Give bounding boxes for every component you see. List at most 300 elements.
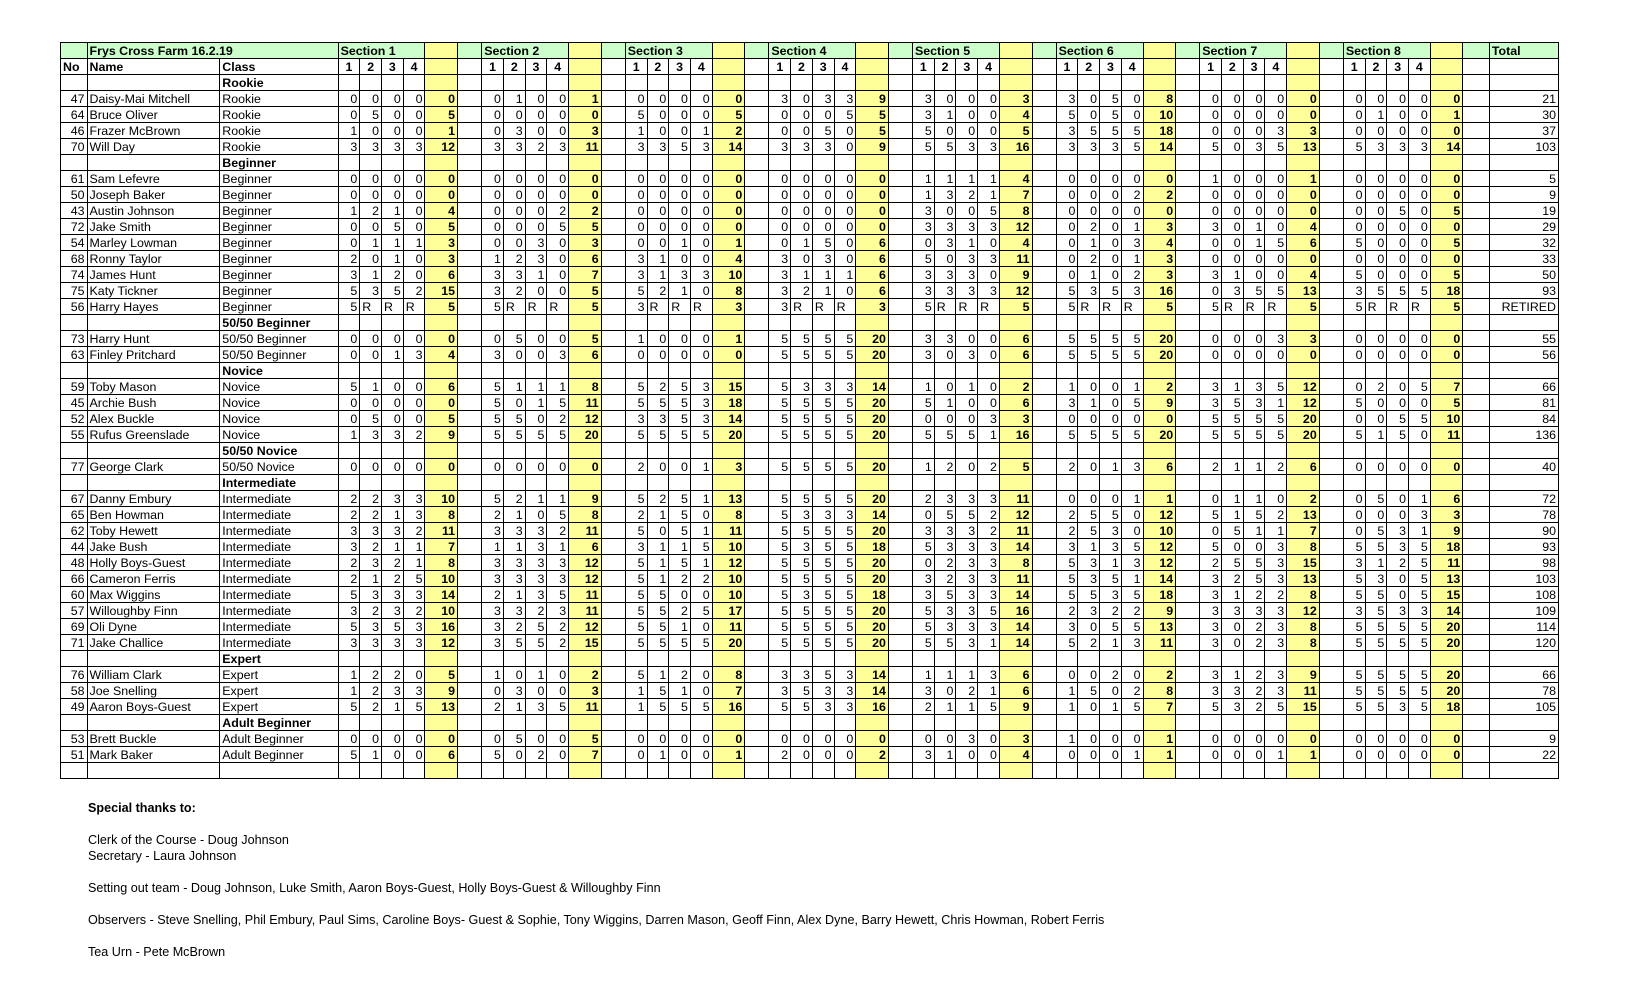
lap-score: 2	[360, 203, 382, 219]
section-total: 8	[1287, 539, 1320, 555]
section-gap	[458, 123, 482, 139]
section-gap	[1176, 283, 1200, 299]
lap-score: 1	[1221, 491, 1243, 507]
lap-score: 0	[1221, 747, 1243, 763]
section-total: 0	[856, 187, 889, 203]
section-total	[569, 75, 602, 91]
section-total: 20	[856, 427, 889, 443]
lap-score: 1	[382, 347, 404, 363]
lap-score: 5	[1409, 539, 1431, 555]
section-total: 9	[569, 491, 602, 507]
lap-score: 0	[1265, 187, 1287, 203]
lap-score: 0	[1100, 411, 1122, 427]
lap-score	[625, 763, 647, 779]
lap-score: 1	[360, 379, 382, 395]
lap-score: 5	[812, 331, 834, 347]
section-total: 20	[856, 523, 889, 539]
section-total: 0	[1287, 107, 1320, 123]
section-total: 11	[569, 699, 602, 715]
lap-score: 5	[1365, 699, 1387, 715]
lap-score: 3	[812, 91, 834, 107]
section-total	[569, 715, 602, 731]
lap-score: 5	[812, 603, 834, 619]
lap-score	[482, 715, 504, 731]
rider-total: 55	[1489, 331, 1558, 347]
lap-score: 3	[360, 523, 382, 539]
lap-score	[769, 363, 791, 379]
lap-score: 0	[1121, 91, 1143, 107]
lap-score: 5	[338, 699, 360, 715]
section-total: 6	[856, 283, 889, 299]
section-gap	[888, 475, 912, 491]
lap-score	[1365, 651, 1387, 667]
lap-score: 1	[669, 539, 691, 555]
lap-score: 3	[403, 587, 425, 603]
section-total	[856, 443, 889, 459]
lap-score	[1200, 363, 1222, 379]
lap-score: 2	[360, 491, 382, 507]
section-total	[425, 155, 458, 171]
lap-score: 1	[1121, 747, 1143, 763]
lap-score: 1	[812, 283, 834, 299]
lap-score: 0	[625, 347, 647, 363]
lap-score: 5	[525, 427, 547, 443]
lap-score: 0	[1343, 91, 1365, 107]
lap-score: 0	[625, 187, 647, 203]
lap-score: 0	[1343, 331, 1365, 347]
lap-score: 0	[403, 747, 425, 763]
lap-score: R	[690, 299, 712, 315]
section-gap	[1176, 507, 1200, 523]
section-total: 0	[1430, 123, 1463, 139]
lap-score: 5	[1343, 395, 1365, 411]
lap-score: 1	[625, 683, 647, 699]
lap-score: 0	[1078, 491, 1100, 507]
section-total	[569, 763, 602, 779]
rider-number: 55	[61, 427, 88, 443]
section-gap	[458, 475, 482, 491]
lap-score: 0	[1221, 619, 1243, 635]
section-total: 5	[425, 219, 458, 235]
section-gap	[1032, 139, 1056, 155]
section-total: 12	[999, 283, 1032, 299]
lap-score	[690, 763, 712, 779]
section-gap	[601, 315, 625, 331]
lap-score: 5	[547, 219, 569, 235]
section-gap	[1176, 635, 1200, 651]
lap-score	[647, 315, 669, 331]
lap-score: 2	[625, 459, 647, 475]
lap-score: 0	[1387, 731, 1409, 747]
gap-before-total	[1463, 587, 1490, 603]
section-gap	[745, 235, 769, 251]
section-total: 20	[856, 347, 889, 363]
class-group-row	[61, 315, 1559, 331]
lap-score: 5	[1265, 427, 1287, 443]
lap-score: 1	[338, 667, 360, 683]
lap-score: 5	[769, 395, 791, 411]
rider-number: 57	[61, 603, 88, 619]
section-gap	[1176, 491, 1200, 507]
lap-score: 0	[690, 683, 712, 699]
section-total: 8	[425, 555, 458, 571]
lap-score: 0	[1100, 235, 1122, 251]
section-total: 0	[1430, 331, 1463, 347]
rider-total: 5	[1489, 171, 1558, 187]
lap-score: 0	[625, 203, 647, 219]
section-gap	[1319, 155, 1343, 171]
lap-score: 1	[1078, 539, 1100, 555]
section-total: 20	[856, 571, 889, 587]
lap-score: 1	[625, 699, 647, 715]
section-gap	[1319, 139, 1343, 155]
section-total	[712, 315, 745, 331]
lap-score: 5	[791, 427, 813, 443]
section-gap	[601, 267, 625, 283]
lap-score	[403, 715, 425, 731]
lap-score: 2	[1243, 667, 1265, 683]
rider-number: 61	[61, 171, 88, 187]
section-total	[1430, 715, 1463, 731]
section-total: 14	[856, 379, 889, 395]
lap-score: 2	[382, 667, 404, 683]
rider-name: Katy Tickner	[87, 283, 220, 299]
lap-score: 3	[913, 91, 935, 107]
lap-score: 3	[934, 539, 956, 555]
section-gap	[745, 75, 769, 91]
lap-score	[1121, 763, 1143, 779]
lap-score: 3	[338, 267, 360, 283]
section-gap	[601, 635, 625, 651]
lap-score: 0	[1243, 267, 1265, 283]
lap-score: 0	[791, 123, 813, 139]
section-gap	[888, 299, 912, 315]
lap-score: 5	[769, 555, 791, 571]
section-total: 5	[1143, 299, 1176, 315]
section-gap	[458, 523, 482, 539]
section-total: 1	[1143, 491, 1176, 507]
lap-score: 3	[1265, 683, 1287, 699]
section-gap	[745, 395, 769, 411]
lap-score: 3	[1121, 459, 1143, 475]
lap-score	[547, 651, 569, 667]
section-gap	[888, 619, 912, 635]
lap-score: 1	[360, 235, 382, 251]
rider-total	[1489, 75, 1558, 91]
lap-score: 5	[547, 395, 569, 411]
lap-score	[978, 475, 1000, 491]
lap-score	[547, 443, 569, 459]
lap-score: 5	[1121, 427, 1143, 443]
lap-score: 3	[1387, 523, 1409, 539]
class-group-row	[61, 475, 1559, 491]
lap-score: 3	[913, 107, 935, 123]
section-total: 3	[1287, 331, 1320, 347]
section-total: 5	[999, 123, 1032, 139]
lap-score: 5	[769, 411, 791, 427]
section-gap	[1032, 123, 1056, 139]
lap-score: 2	[382, 555, 404, 571]
lap-score: 3	[1343, 283, 1365, 299]
lap-score: 3	[978, 555, 1000, 571]
section-gap	[1176, 251, 1200, 267]
lap-score: 3	[547, 571, 569, 587]
lap-score: 2	[1056, 507, 1078, 523]
lap-score: 0	[647, 187, 669, 203]
section-gap	[888, 235, 912, 251]
lap-score: 1	[1100, 555, 1122, 571]
lap-score: 3	[482, 571, 504, 587]
lap-score: 0	[1265, 171, 1287, 187]
section-total: 12	[1143, 539, 1176, 555]
lap-score: 0	[834, 731, 856, 747]
section-total: 14	[1430, 603, 1463, 619]
lap-score: 0	[1221, 251, 1243, 267]
lap-score	[525, 363, 547, 379]
lap-score	[834, 363, 856, 379]
lap-score	[1100, 363, 1122, 379]
section-total: 10	[712, 587, 745, 603]
lap-score: 3	[913, 523, 935, 539]
section-total: 9	[1143, 603, 1176, 619]
section-gap	[601, 299, 625, 315]
lap-score: 2	[791, 283, 813, 299]
section-gap	[1319, 539, 1343, 555]
section-gap	[745, 571, 769, 587]
lap-score: 0	[934, 203, 956, 219]
lap-score: 0	[1343, 507, 1365, 523]
lap-score: 0	[482, 731, 504, 747]
lap-score: 0	[690, 91, 712, 107]
lap-score: 1	[1121, 491, 1143, 507]
thanks-observers: Observers - Steve Snelling, Phil Embury, Paul Sims, Caroline Boys- Guest & Sophie, Tony Wiggins, Darren Mason, Geoff Finn, Alex Dyne, Barry Hewett, Chris Howman, Robert Ferris	[88, 913, 1105, 927]
section-total: 0	[856, 219, 889, 235]
lap-score	[791, 475, 813, 491]
section-total: 3	[999, 91, 1032, 107]
lap-score: 3	[1121, 635, 1143, 651]
lap-score: 5	[625, 571, 647, 587]
lap-score: R	[834, 299, 856, 315]
lap-score: 0	[1343, 107, 1365, 123]
section-total-cell	[999, 59, 1032, 75]
section-total: 15	[712, 379, 745, 395]
section-gap	[458, 203, 482, 219]
lap-score	[547, 475, 569, 491]
rider-name: Joseph Baker	[87, 187, 220, 203]
rider-class: Intermediate	[220, 539, 338, 555]
lap-score: 0	[482, 235, 504, 251]
lap-score: 0	[360, 123, 382, 139]
lap-score: 5	[1078, 683, 1100, 699]
lap-score: 5	[1100, 427, 1122, 443]
rider-total: 136	[1489, 427, 1558, 443]
rider-row	[61, 171, 1559, 187]
lap-score: 3	[1243, 379, 1265, 395]
section-gap	[458, 411, 482, 427]
rider-class: Adult Beginner	[220, 747, 338, 763]
lap-score: 0	[1265, 107, 1287, 123]
lap-score: 3	[956, 731, 978, 747]
section-gap	[745, 363, 769, 379]
lap-score	[1243, 363, 1265, 379]
rider-row	[61, 635, 1559, 651]
lap-score: 0	[690, 587, 712, 603]
section-gap	[888, 139, 912, 155]
section-gap	[745, 379, 769, 395]
lap-score: 5	[669, 379, 691, 395]
lap-score	[1387, 651, 1409, 667]
lap-score: 0	[647, 731, 669, 747]
section-header-8: Section 8	[1343, 43, 1430, 59]
section-total	[999, 155, 1032, 171]
lap-score: 0	[690, 667, 712, 683]
rider-name: William Clark	[87, 667, 220, 683]
section-gap	[1032, 699, 1056, 715]
lap-score	[1221, 715, 1243, 731]
section-total: 4	[999, 235, 1032, 251]
lap-score: 0	[1365, 411, 1387, 427]
lap-score: 5	[791, 395, 813, 411]
lap-score: 0	[1121, 507, 1143, 523]
rider-name: Willoughby Finn	[87, 603, 220, 619]
section-gap	[1032, 363, 1056, 379]
section-gap	[1032, 747, 1056, 763]
section-gap	[458, 747, 482, 763]
section-gap	[745, 155, 769, 171]
rider-row	[61, 459, 1559, 475]
lap-score: 5	[834, 331, 856, 347]
lap-score: 0	[1365, 347, 1387, 363]
section-total: 4	[712, 251, 745, 267]
section-total: 0	[1287, 731, 1320, 747]
lap-score: R	[812, 299, 834, 315]
lap-score: 0	[1265, 203, 1287, 219]
rider-name: Jake Bush	[87, 539, 220, 555]
lap-score: 0	[1243, 251, 1265, 267]
lap-score: 0	[669, 731, 691, 747]
lap-score: 0	[525, 171, 547, 187]
lap-score: 0	[1387, 747, 1409, 763]
lap-score: 3	[403, 347, 425, 363]
lap-score: 2	[978, 523, 1000, 539]
section-gap	[888, 187, 912, 203]
section-total: 9	[999, 699, 1032, 715]
lap-score	[1365, 475, 1387, 491]
section-gap	[1176, 683, 1200, 699]
lap-score: 0	[1056, 187, 1078, 203]
rider-name: Finley Pritchard	[87, 347, 220, 363]
lap-score: 1	[1243, 459, 1265, 475]
lap-score: 0	[834, 171, 856, 187]
lap-score: 0	[1409, 251, 1431, 267]
rider-name: Joe Snelling	[87, 683, 220, 699]
lap-score: 5	[769, 347, 791, 363]
lap-score	[382, 363, 404, 379]
lap-score: 0	[647, 235, 669, 251]
lap-score	[1365, 763, 1387, 779]
section-gap	[1032, 43, 1056, 59]
lap-score	[360, 155, 382, 171]
lap-score	[1121, 651, 1143, 667]
section-total: 14	[425, 587, 458, 603]
lap-score: 3	[482, 267, 504, 283]
rider-total: 93	[1489, 283, 1558, 299]
lap-score: 5	[769, 379, 791, 395]
section-gap	[1176, 587, 1200, 603]
section-gap	[458, 731, 482, 747]
section-gap	[1176, 763, 1200, 779]
event-title: Frys Cross Farm 16.2.19	[87, 43, 338, 59]
lap-number-header: 4	[403, 59, 425, 75]
section-gap	[601, 203, 625, 219]
lap-score: 5	[503, 731, 525, 747]
rider-total: 90	[1489, 523, 1558, 539]
section-gap	[888, 587, 912, 603]
lap-score: 5	[503, 635, 525, 651]
lap-score: 0	[503, 107, 525, 123]
section-total: 10	[1143, 523, 1176, 539]
lap-score: 1	[382, 507, 404, 523]
section-total: 3	[569, 235, 602, 251]
lap-score: 3	[978, 539, 1000, 555]
rider-name: Brett Buckle	[87, 731, 220, 747]
lap-score: 1	[482, 667, 504, 683]
lap-score: 0	[547, 331, 569, 347]
lap-score: 5	[1343, 571, 1365, 587]
rider-row	[61, 683, 1559, 699]
rider-number: 51	[61, 747, 88, 763]
lap-score: 1	[934, 171, 956, 187]
lap-score: 3	[1265, 635, 1287, 651]
rider-class: Intermediate	[220, 619, 338, 635]
section-total: 14	[856, 683, 889, 699]
rider-row	[61, 699, 1559, 715]
rider-total: 98	[1489, 555, 1558, 571]
section-total	[856, 475, 889, 491]
section-gap	[888, 171, 912, 187]
lap-score: 0	[690, 347, 712, 363]
lap-score: 1	[1265, 747, 1287, 763]
lap-score: 5	[913, 619, 935, 635]
section-total: 0	[1430, 91, 1463, 107]
lap-score: 5	[1365, 603, 1387, 619]
section-total: 0	[1287, 91, 1320, 107]
lap-score: 3	[934, 603, 956, 619]
rider-total: 30	[1489, 107, 1558, 123]
lap-score	[503, 315, 525, 331]
lap-score: 3	[1200, 683, 1222, 699]
section-gap	[745, 683, 769, 699]
section-gap	[601, 411, 625, 427]
section-total: 20	[1143, 427, 1176, 443]
lap-score: 3	[1387, 603, 1409, 619]
lap-score: 2	[1243, 587, 1265, 603]
section-gap	[601, 651, 625, 667]
lap-score: 1	[791, 235, 813, 251]
lap-score: 1	[647, 747, 669, 763]
lap-score: R	[547, 299, 569, 315]
lap-score: 5	[1221, 411, 1243, 427]
lap-score	[1200, 715, 1222, 731]
lap-score	[769, 315, 791, 331]
lap-score: 5	[1365, 283, 1387, 299]
section-total: 0	[1287, 251, 1320, 267]
lap-score	[338, 315, 360, 331]
section-total: 15	[1287, 555, 1320, 571]
lap-score	[1409, 75, 1431, 91]
gap-before-total	[1463, 379, 1490, 395]
lap-score: 3	[525, 555, 547, 571]
